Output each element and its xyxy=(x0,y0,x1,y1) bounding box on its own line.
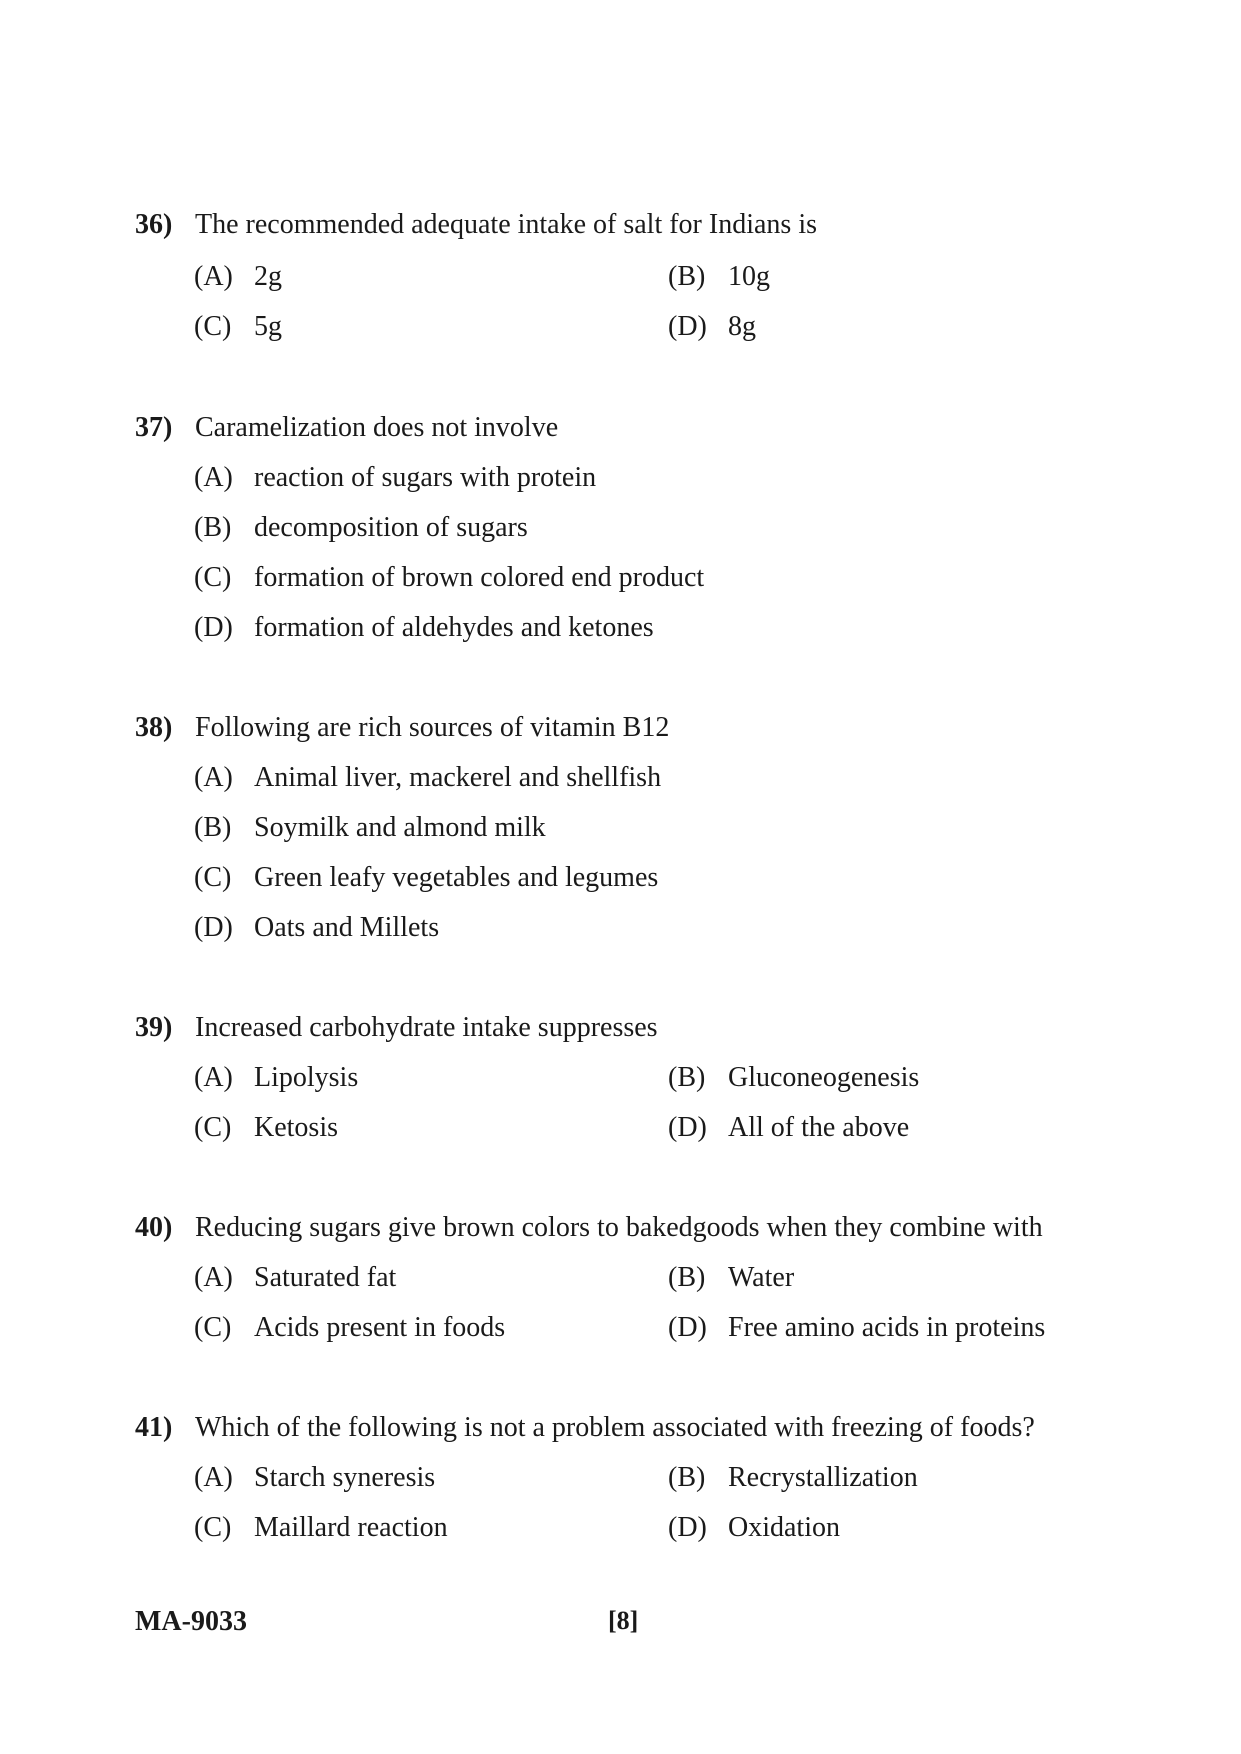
option-letter: (D) xyxy=(668,311,707,342)
option-d xyxy=(668,1111,909,1145)
question-text: Increased carbohydrate intake suppresses xyxy=(195,1012,658,1043)
option-a xyxy=(194,1061,358,1095)
option-text: reaction of sugars with protein xyxy=(254,462,597,493)
option-text: Soymilk and almond milk xyxy=(254,812,546,843)
option-b xyxy=(668,1061,919,1095)
option-a xyxy=(194,260,282,294)
question-stem xyxy=(135,1411,1035,1445)
option-d xyxy=(668,1511,840,1545)
option-letter: (D) xyxy=(194,912,233,943)
question-text: The recommended adequate intake of salt for Indians is xyxy=(195,209,817,240)
option-text: decomposition of sugars xyxy=(254,512,528,543)
option-b xyxy=(668,1261,794,1295)
option-letter: (D) xyxy=(668,1512,707,1543)
question-number: 36) xyxy=(135,209,173,240)
option-text: Water xyxy=(728,1262,795,1293)
option-text: Free amino acids in proteins xyxy=(728,1312,1046,1343)
option-a xyxy=(194,1461,435,1495)
option-letter: (C) xyxy=(194,1312,232,1343)
option-c xyxy=(194,1511,448,1545)
option-b xyxy=(194,511,528,545)
option-letter: (B) xyxy=(668,261,706,292)
option-d xyxy=(668,1311,1045,1345)
option-letter: (A) xyxy=(194,1062,233,1093)
option-text: Green leafy vegetables and legumes xyxy=(254,862,659,893)
option-letter: (C) xyxy=(194,1112,232,1143)
option-letter: (A) xyxy=(194,261,233,292)
option-c xyxy=(194,561,704,595)
option-letter: (B) xyxy=(194,512,232,543)
paper-code: MA-9033 xyxy=(135,1606,247,1637)
option-c xyxy=(194,1111,338,1145)
option-b xyxy=(668,1461,918,1495)
option-letter: (B) xyxy=(194,812,232,843)
question-stem xyxy=(135,1211,1043,1245)
option-letter: (D) xyxy=(668,1312,707,1343)
option-a xyxy=(194,461,596,495)
option-letter: (C) xyxy=(194,562,232,593)
question-stem xyxy=(135,711,669,745)
option-c xyxy=(194,1311,505,1345)
question-number: 38) xyxy=(135,712,173,743)
option-text: Maillard reaction xyxy=(254,1512,448,1543)
option-text: Ketosis xyxy=(254,1112,338,1143)
option-text: Saturated fat xyxy=(254,1262,397,1293)
option-letter: (A) xyxy=(194,762,233,793)
option-text: All of the above xyxy=(728,1112,910,1143)
page-number: [8] xyxy=(608,1606,639,1635)
option-text: Recrystallization xyxy=(728,1462,918,1493)
option-letter: (D) xyxy=(194,612,233,643)
option-letter: (C) xyxy=(194,1512,232,1543)
option-letter: (B) xyxy=(668,1462,706,1493)
question-number: 41) xyxy=(135,1412,173,1443)
option-d xyxy=(194,911,439,945)
option-c xyxy=(194,861,658,895)
question-text: Reducing sugars give brown colors to bakedgoods when they combine with xyxy=(195,1212,1043,1243)
option-a xyxy=(194,761,661,795)
option-text: Oxidation xyxy=(728,1512,840,1543)
option-b xyxy=(668,260,770,294)
option-text: formation of aldehydes and ketones xyxy=(254,612,654,643)
question-text: Which of the following is not a problem associated with freezing of foods? xyxy=(195,1412,1035,1443)
question-stem xyxy=(135,411,558,445)
option-text: Acids present in foods xyxy=(254,1312,506,1343)
question-text: Caramelization does not involve xyxy=(195,412,559,443)
option-text: Starch syneresis xyxy=(254,1462,436,1493)
option-letter: (A) xyxy=(194,1462,233,1493)
question-stem xyxy=(135,208,817,242)
option-text: Gluconeogenesis xyxy=(728,1062,920,1093)
option-c xyxy=(194,310,282,344)
question-number: 37) xyxy=(135,412,173,443)
question-stem xyxy=(135,1011,658,1045)
option-text: 10g xyxy=(728,261,770,292)
option-d xyxy=(194,611,654,645)
option-letter: (A) xyxy=(194,1262,233,1293)
option-text: 2g xyxy=(254,261,282,292)
question-number: 40) xyxy=(135,1212,173,1243)
option-text: Lipolysis xyxy=(254,1062,359,1093)
option-b xyxy=(194,811,546,845)
option-text: formation of brown colored end product xyxy=(254,562,705,593)
option-a xyxy=(194,1261,396,1295)
option-letter: (D) xyxy=(668,1112,707,1143)
option-letter: (B) xyxy=(668,1262,706,1293)
option-text: Oats and Millets xyxy=(254,912,440,943)
question-number: 39) xyxy=(135,1012,173,1043)
option-text: 8g xyxy=(728,311,756,342)
option-letter: (B) xyxy=(668,1062,706,1093)
option-letter: (A) xyxy=(194,462,233,493)
option-letter: (C) xyxy=(194,862,232,893)
option-text: Animal liver, mackerel and shellfish xyxy=(254,762,662,793)
question-text: Following are rich sources of vitamin B12 xyxy=(195,712,670,743)
option-text: 5g xyxy=(254,311,282,342)
option-d xyxy=(668,310,756,344)
option-letter: (C) xyxy=(194,311,232,342)
